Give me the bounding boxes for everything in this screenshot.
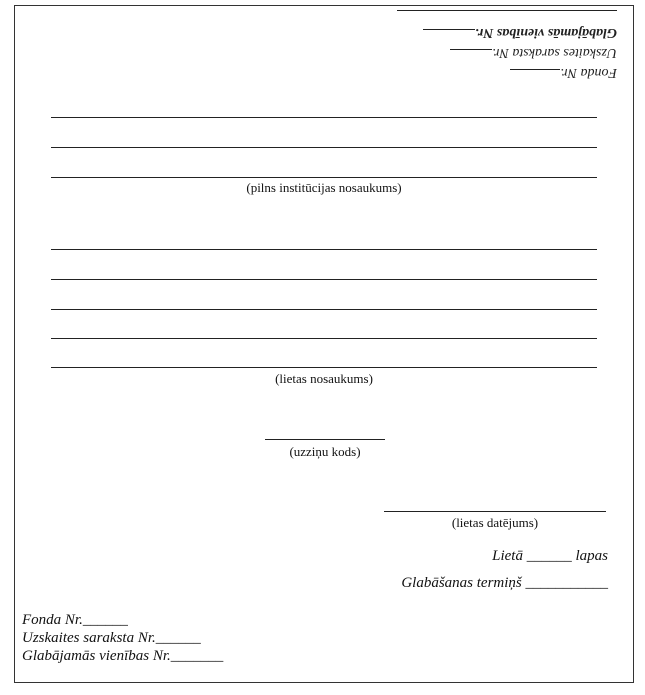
bottom-vieniba: Glabājamās vienības Nr._______ (22, 648, 224, 664)
case-name-line-3 (51, 309, 597, 310)
case-name-line-2 (51, 279, 597, 280)
stamp-fonda-blank (510, 69, 560, 82)
bottom-fonda: Fonda Nr.______ (22, 612, 128, 628)
institution-line-1 (51, 117, 597, 118)
pages-field: Lietā ______ lapas (492, 548, 608, 564)
retention-field: Glabāšanas termiņš ___________ (401, 575, 608, 591)
index-code-caption: (uzziņu kods) (289, 444, 361, 459)
stamp-fonda: Fonda Nr. (510, 64, 617, 82)
institution-line-2 (51, 147, 597, 148)
stamp-line (397, 10, 617, 11)
institution-line-3 (51, 177, 597, 178)
bottom-saraksts: Uzskaites saraksta Nr.______ (22, 630, 201, 646)
index-code-line (265, 439, 385, 440)
upside-down-stamp (395, 10, 617, 88)
case-name-line-4 (51, 338, 597, 339)
case-name-caption: (lietas nosaukums) (275, 371, 373, 386)
stamp-vieniba: Glabājamās vienības Nr. (423, 24, 617, 42)
case-dates-line (384, 511, 606, 512)
stamp-saraksts-blank (450, 49, 492, 62)
stamp-vieniba-blank (423, 29, 475, 42)
case-dates-caption: (lietas datējums) (451, 515, 539, 530)
case-name-line-1 (51, 249, 597, 250)
stamp-saraksts: Uzskaites saraksta Nr. (450, 44, 617, 62)
institution-caption: (pilns institūcijas nosaukums) (246, 180, 402, 195)
case-name-line-5 (51, 367, 597, 368)
